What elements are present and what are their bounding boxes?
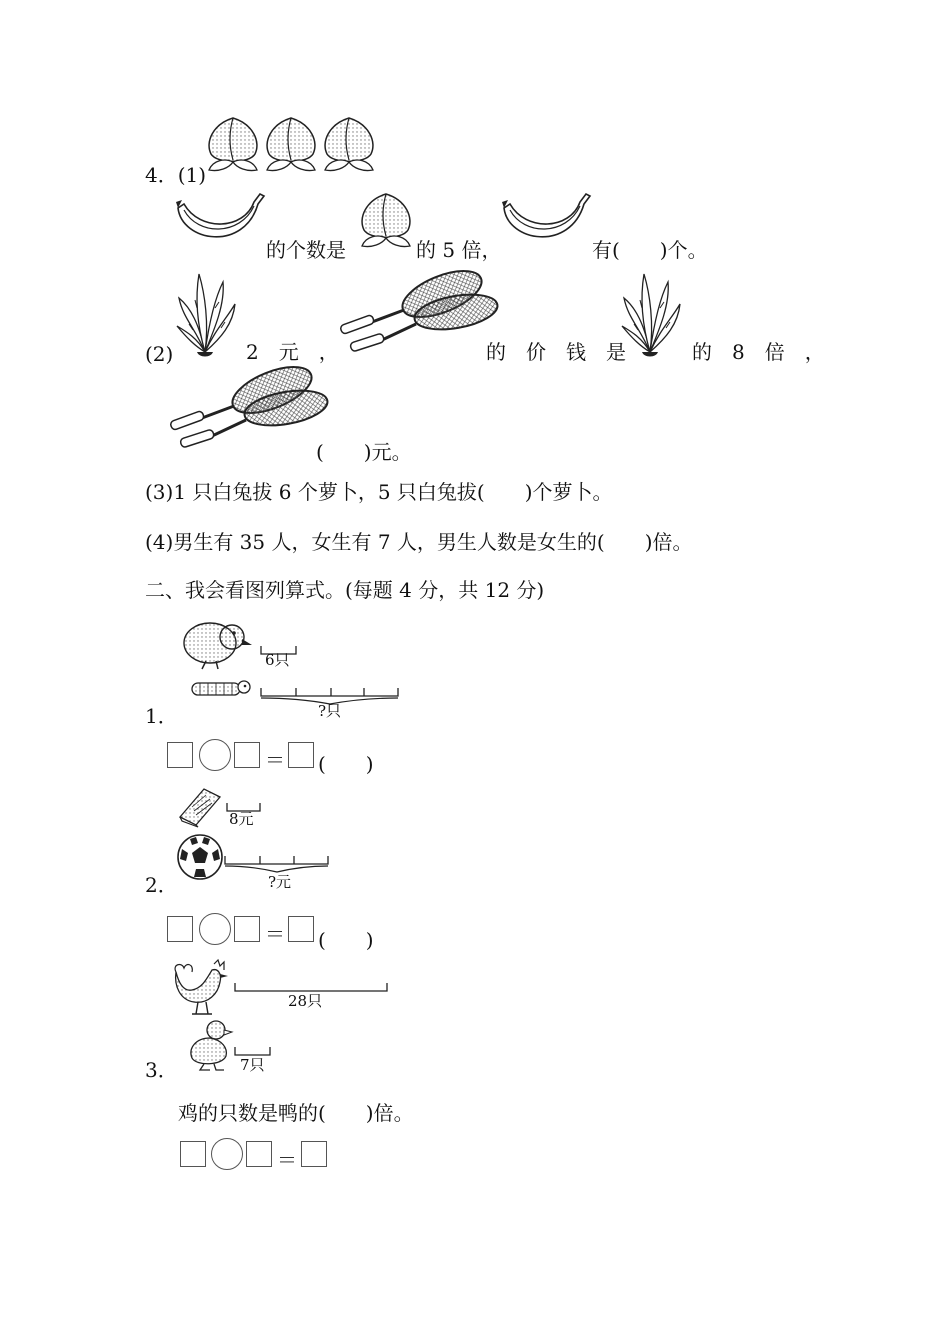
- q4-label: 4．(1): [145, 163, 207, 187]
- soccer-ball-icon: [176, 833, 224, 881]
- q4-1-text-b: 的 5 倍，: [416, 238, 502, 262]
- bar1-top-label: 6只: [265, 651, 290, 669]
- q4-2-text-a: 2 元 ，: [246, 340, 339, 364]
- duck-icon: [186, 1018, 236, 1070]
- q4-3-text: (3)1 只白兔拔 6 个萝卜，5 只白兔拔( )个萝卜。: [145, 480, 613, 504]
- equals-sign: ＝: [265, 748, 285, 772]
- answer-box[interactable]: [288, 916, 314, 942]
- bar2-bottom-label: ?元: [268, 873, 292, 891]
- q4-1-text-a: 的个数是: [266, 238, 346, 262]
- notebook-icon: [176, 787, 224, 827]
- answer-box[interactable]: [167, 916, 193, 942]
- operator-circle[interactable]: [199, 913, 231, 945]
- chick-icon: [180, 615, 262, 670]
- answer-box[interactable]: [234, 742, 260, 768]
- answer-box[interactable]: [288, 742, 314, 768]
- answer-box[interactable]: [246, 1141, 272, 1167]
- answer-box[interactable]: [180, 1141, 206, 1167]
- q4-2-text-d: ( )元。: [316, 440, 412, 464]
- problem3-number: 3．: [145, 1058, 178, 1082]
- caterpillar-icon: [190, 677, 252, 699]
- equals-sign: ＝: [265, 922, 285, 946]
- q4-2-text-c: 的 8 倍 ，: [692, 340, 825, 364]
- q4-4-text: (4)男生有 35 人，女生有 7 人，男生人数是女生的( )倍。: [145, 530, 693, 554]
- racket-icon: [338, 268, 488, 358]
- problem2-number: 2．: [145, 873, 178, 897]
- problem1-number: 1．: [145, 704, 178, 728]
- operator-circle[interactable]: [211, 1138, 243, 1170]
- unit-paren[interactable]: ( ): [318, 752, 374, 776]
- answer-box[interactable]: [234, 916, 260, 942]
- bar3-bottom-label: 7只: [240, 1056, 265, 1074]
- problem3-question: 鸡的只数是鸭的( )倍。: [178, 1101, 414, 1125]
- peach-icon: [203, 112, 383, 182]
- racket-icon: [168, 364, 318, 454]
- bar2-top-label: 8元: [229, 810, 254, 828]
- plant-icon: [620, 268, 686, 358]
- q4-2-text-b: 的 价 钱 是: [486, 340, 626, 364]
- answer-box[interactable]: [301, 1141, 327, 1167]
- plant-icon: [175, 268, 241, 358]
- answer-box[interactable]: [167, 742, 193, 768]
- unit-paren[interactable]: ( ): [318, 928, 374, 952]
- banana-icon: [174, 190, 269, 262]
- operator-circle[interactable]: [199, 739, 231, 771]
- peach-icon: [356, 190, 416, 255]
- bar1-bottom-label: ?只: [318, 702, 342, 720]
- q4-1-text-c: 有( )个。: [592, 238, 708, 262]
- section2-title: 二、我会看图列算式。(每题 4 分，共 12 分): [145, 578, 545, 602]
- equals-sign: ＝: [277, 1148, 297, 1172]
- bar-diagram-1: [258, 640, 403, 705]
- q4-2-label: (2): [145, 342, 174, 366]
- bar3-top-label: 28只: [288, 992, 323, 1010]
- rooster-icon: [172, 960, 236, 1016]
- banana-icon: [500, 190, 595, 262]
